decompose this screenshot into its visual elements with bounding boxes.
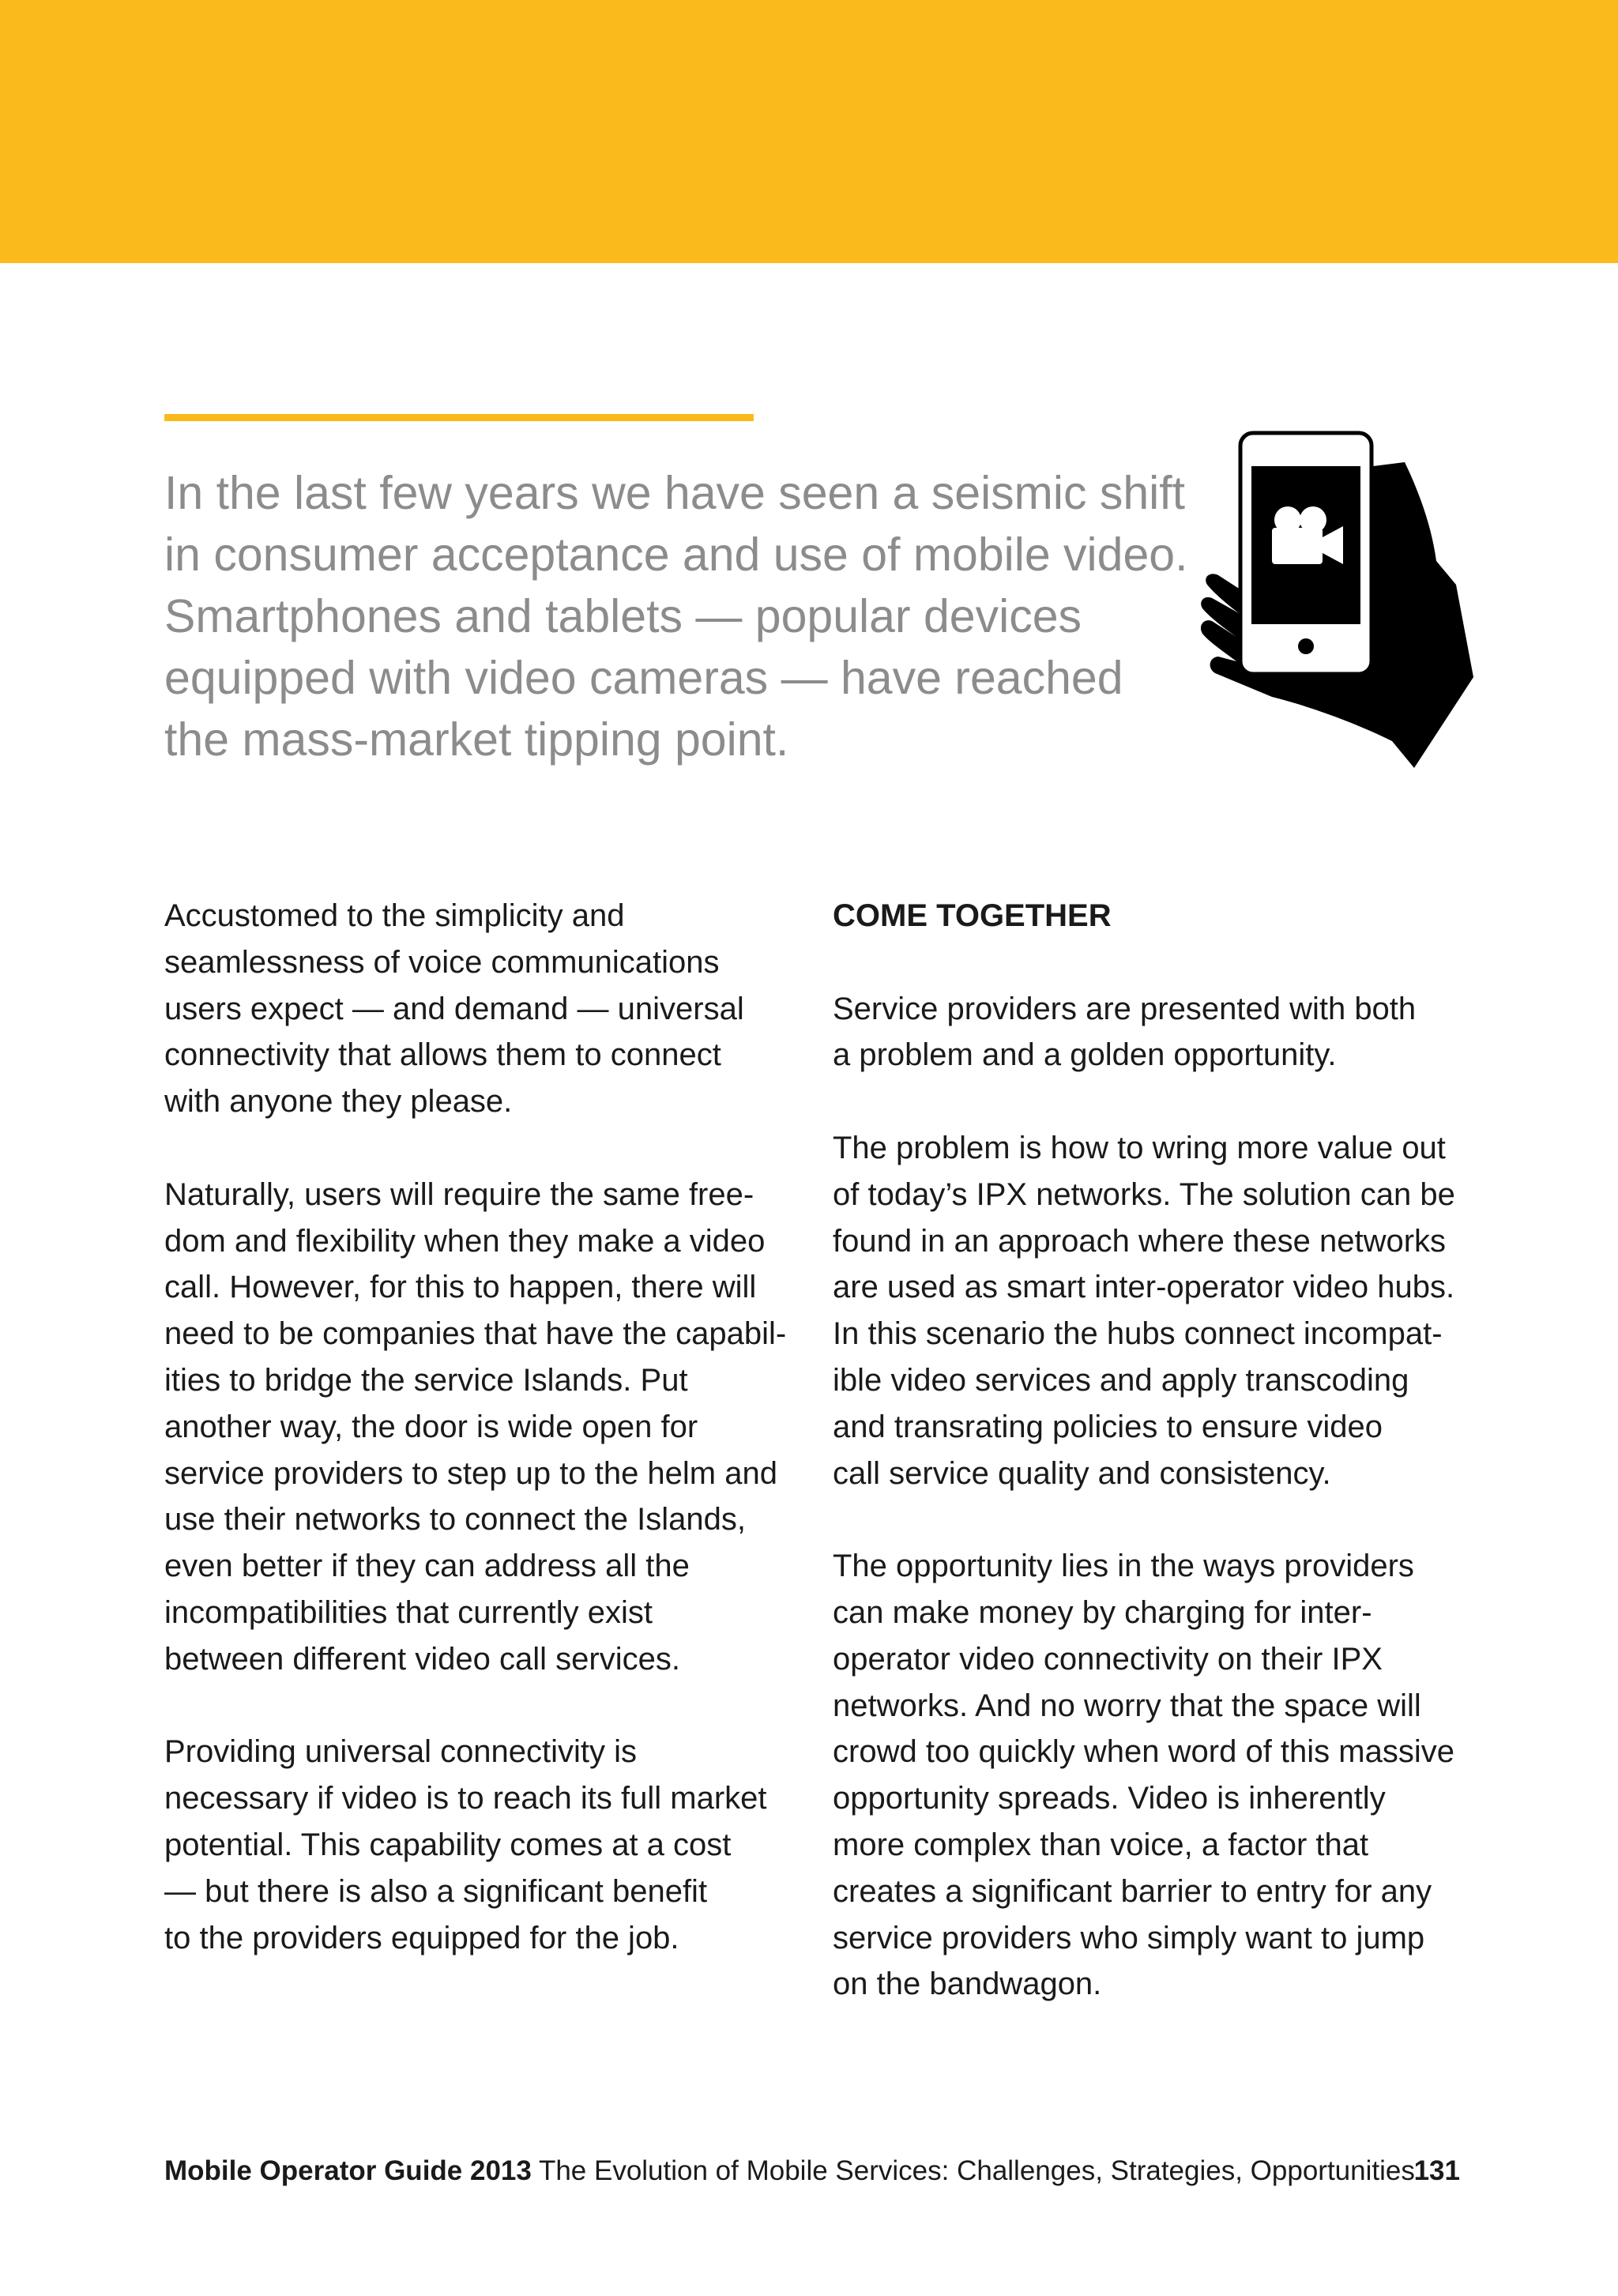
text-line: ible video services and apply transcoding <box>833 1362 1409 1398</box>
text-line: service providers to step up to the helm and <box>164 1455 777 1491</box>
text-line: ities to bridge the service Islands. Put <box>164 1362 688 1398</box>
text-line: call service quality and consistency. <box>833 1455 1331 1491</box>
text-line: dom and flexibility when they make a video <box>164 1223 766 1259</box>
text-line: incompatibilities that currently exist <box>164 1594 653 1630</box>
intro-line: the mass-market tipping point. <box>164 713 789 766</box>
text-line: and transrating policies to ensure video <box>833 1409 1383 1444</box>
text-line: Service providers are presented with both <box>833 991 1417 1026</box>
body-paragraph <box>164 893 796 1125</box>
publication-title: Mobile Operator Guide 2013 <box>164 2155 532 2186</box>
intro-line: in consumer acceptance and use of mobile video. <box>164 529 1188 581</box>
text-line: on the bandwagon. <box>833 1967 1102 2002</box>
text-line: The problem is how to wring more value out <box>833 1130 1446 1165</box>
header-color-band <box>0 0 1618 263</box>
text-line: Naturally, users will require the same free- <box>164 1176 754 1212</box>
text-line: operator video connectivity on their IPX <box>833 1641 1383 1677</box>
text-line: opportunity spreads. Video is inherently <box>833 1781 1386 1816</box>
text-line: can make money by charging for inter- <box>833 1594 1372 1630</box>
text-line: with anyone they please. <box>164 1084 513 1120</box>
text-line: between different video call services. <box>164 1641 680 1677</box>
text-line: to the providers equipped for the job. <box>164 1920 679 1955</box>
text-line: The opportunity lies in the ways providers <box>833 1549 1414 1584</box>
body-paragraph <box>164 1729 796 1961</box>
text-line: connectivity that allows them to connect <box>164 1037 721 1073</box>
text-line: networks. And no worry that the space will <box>833 1688 1421 1723</box>
accent-rule <box>164 414 754 421</box>
text-line: Accustomed to the simplicity and <box>164 898 625 933</box>
text-line: of today’s IPX networks. The solution can be <box>833 1176 1455 1212</box>
text-line: found in an approach where these networks <box>833 1223 1447 1259</box>
text-line: a problem and a golden opportunity. <box>833 1037 1337 1073</box>
intro-line: Smartphones and tablets — popular devices <box>164 590 1082 642</box>
text-line: crowd too quickly when word of this massive <box>833 1734 1454 1770</box>
text-line: service providers who simply want to jump <box>833 1920 1425 1955</box>
text-line: are used as smart inter-operator video hubs. <box>833 1270 1455 1305</box>
text-line: seamlessness of voice communications <box>164 944 720 980</box>
phone-home-button <box>1298 638 1314 654</box>
text-line: use their networks to connect the Islands, <box>164 1502 746 1538</box>
intro-line: equipped with video cameras — have reached <box>164 652 1123 704</box>
page-footer <box>164 2154 1460 2189</box>
page-number: 131 <box>1413 2155 1460 2186</box>
left-column <box>164 893 796 2008</box>
text-line: another way, the door is wide open for <box>164 1409 698 1444</box>
intro-pull-quote <box>164 462 1207 770</box>
text-line: need to be companies that have the capabil- <box>164 1316 787 1352</box>
text-line: — but there is also a significant benefit <box>164 1873 708 1909</box>
body-paragraph <box>833 1543 1481 2008</box>
text-line: necessary if video is to reach its full market <box>164 1781 767 1816</box>
text-line: even better if they can address all the <box>164 1549 690 1584</box>
text-line: more complex than voice, a factor that <box>833 1827 1369 1862</box>
publication-subtitle: The Evolution of Mobile Services: Challenges, Strategies, Opportunities <box>538 2155 1415 2186</box>
text-line: In this scenario the hubs connect incompat- <box>833 1316 1443 1352</box>
intro-line: In the last few years we have seen a seismic shift <box>164 467 1186 519</box>
right-column <box>833 893 1481 2054</box>
text-line: potential. This capability comes at a cost <box>164 1827 732 1862</box>
hand-holding-phone-video-icon <box>1193 427 1477 774</box>
body-paragraph <box>164 1172 796 1683</box>
text-line: call. However, for this to happen, there will <box>164 1270 757 1305</box>
section-heading: COME TOGETHER <box>833 898 1112 933</box>
text-line: users expect — and demand — universal <box>164 991 744 1026</box>
text-line: creates a significant barrier to entry for any <box>833 1873 1432 1909</box>
body-paragraph <box>833 986 1481 1079</box>
body-paragraph <box>833 1125 1481 1496</box>
text-line: Providing universal connectivity is <box>164 1734 638 1770</box>
